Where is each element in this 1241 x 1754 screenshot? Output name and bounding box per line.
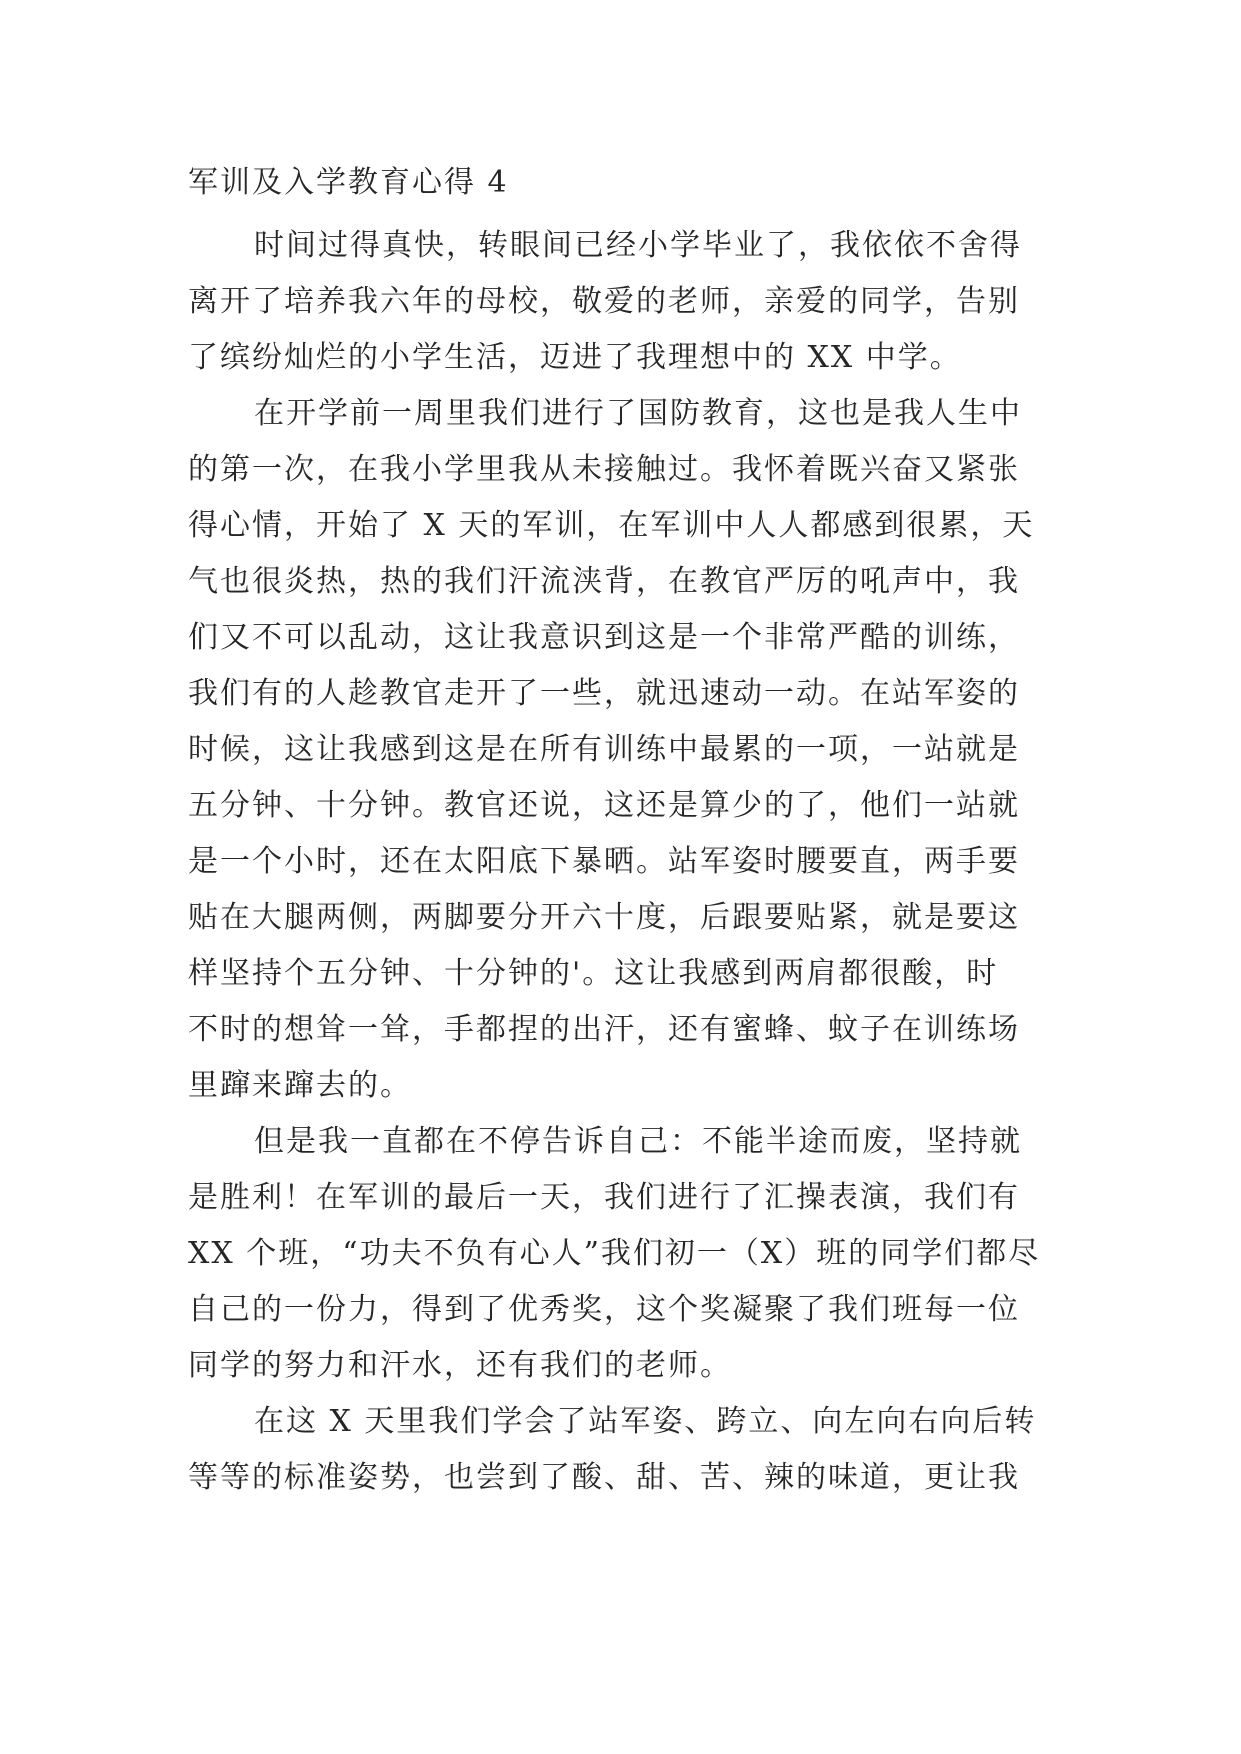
paragraph-1-line-2: 离开了培养我六年的母校，敬爱的老师，亲爱的同学，告别 (188, 284, 1020, 319)
paragraph-2-line-9: 是一个小时，还在太阳底下暴晒。站军姿时腰要直，两手要 (188, 844, 1020, 879)
paragraph-4-line-1: 在这 X 天里我们学会了站军姿、跨立、向左向右向后转 (254, 1404, 1037, 1439)
document-title: 军训及入学教育心得 4 (188, 165, 509, 200)
paragraph-2-line-13: 里蹿来蹿去的。 (188, 1068, 412, 1103)
paragraph-2-line-11: 样坚持个五分钟、十分钟的'。这让我感到两肩都很酸，时 (188, 956, 999, 991)
paragraph-1-line-1: 时间过得真快，转眼间已经小学毕业了，我依依不舍得 (254, 228, 1022, 263)
paragraph-2-line-8: 五分钟、十分钟。教官还说，这还是算少的了，他们一站就 (188, 788, 1020, 823)
paragraph-2-line-1: 在开学前一周里我们进行了国防教育，这也是我人生中 (254, 396, 1022, 431)
paragraph-2-line-4: 气也很炎热，热的我们汗流浃背，在教官严厉的吼声中，我 (188, 564, 1020, 599)
paragraph-3-line-5: 同学的努力和汗水，还有我们的老师。 (188, 1348, 732, 1383)
paragraph-2-line-5: 们又不可以乱动，这让我意识到这是一个非常严酷的训练， (188, 620, 1020, 655)
paragraph-3-line-4: 自己的一份力，得到了优秀奖，这个奖凝聚了我们班每一位 (188, 1292, 1020, 1327)
paragraph-2-line-7: 时候，这让我感到这是在所有训练中最累的一项，一站就是 (188, 732, 1020, 767)
paragraph-2-line-10: 贴在大腿两侧，两脚要分开六十度，后跟要贴紧，就是要这 (188, 900, 1020, 935)
paragraph-2-line-12: 不时的想耸一耸，手都捏的出汗，还有蜜蜂、蚊子在训练场 (188, 1012, 1020, 1047)
paragraph-3-line-2: 是胜利！在军训的最后一天，我们进行了汇操表演，我们有 (188, 1180, 1020, 1215)
paragraph-2-line-3: 得心情，开始了 X 天的军训，在军训中人人都感到很累，天 (188, 508, 1035, 543)
paragraph-4-line-2: 等等的标准姿势，也尝到了酸、甜、苦、辣的味道，更让我 (188, 1460, 1020, 1495)
paragraph-2-line-2: 的第一次，在我小学里我从未接触过。我怀着既兴奋又紧张 (188, 452, 1020, 487)
paragraph-1-line-3: 了缤纷灿烂的小学生活，迈进了我理想中的 XX 中学。 (188, 340, 962, 375)
paragraph-2-line-6: 我们有的人趁教官走开了一些，就迅速动一动。在站军姿的 (188, 676, 1020, 711)
paragraph-3-line-1: 但是我一直都在不停告诉自己：不能半途而废，坚持就 (254, 1124, 1022, 1159)
paragraph-3-line-3: XX 个班，“功夫不负有心人”我们初一（X）班的同学们都尽 (188, 1236, 1041, 1271)
